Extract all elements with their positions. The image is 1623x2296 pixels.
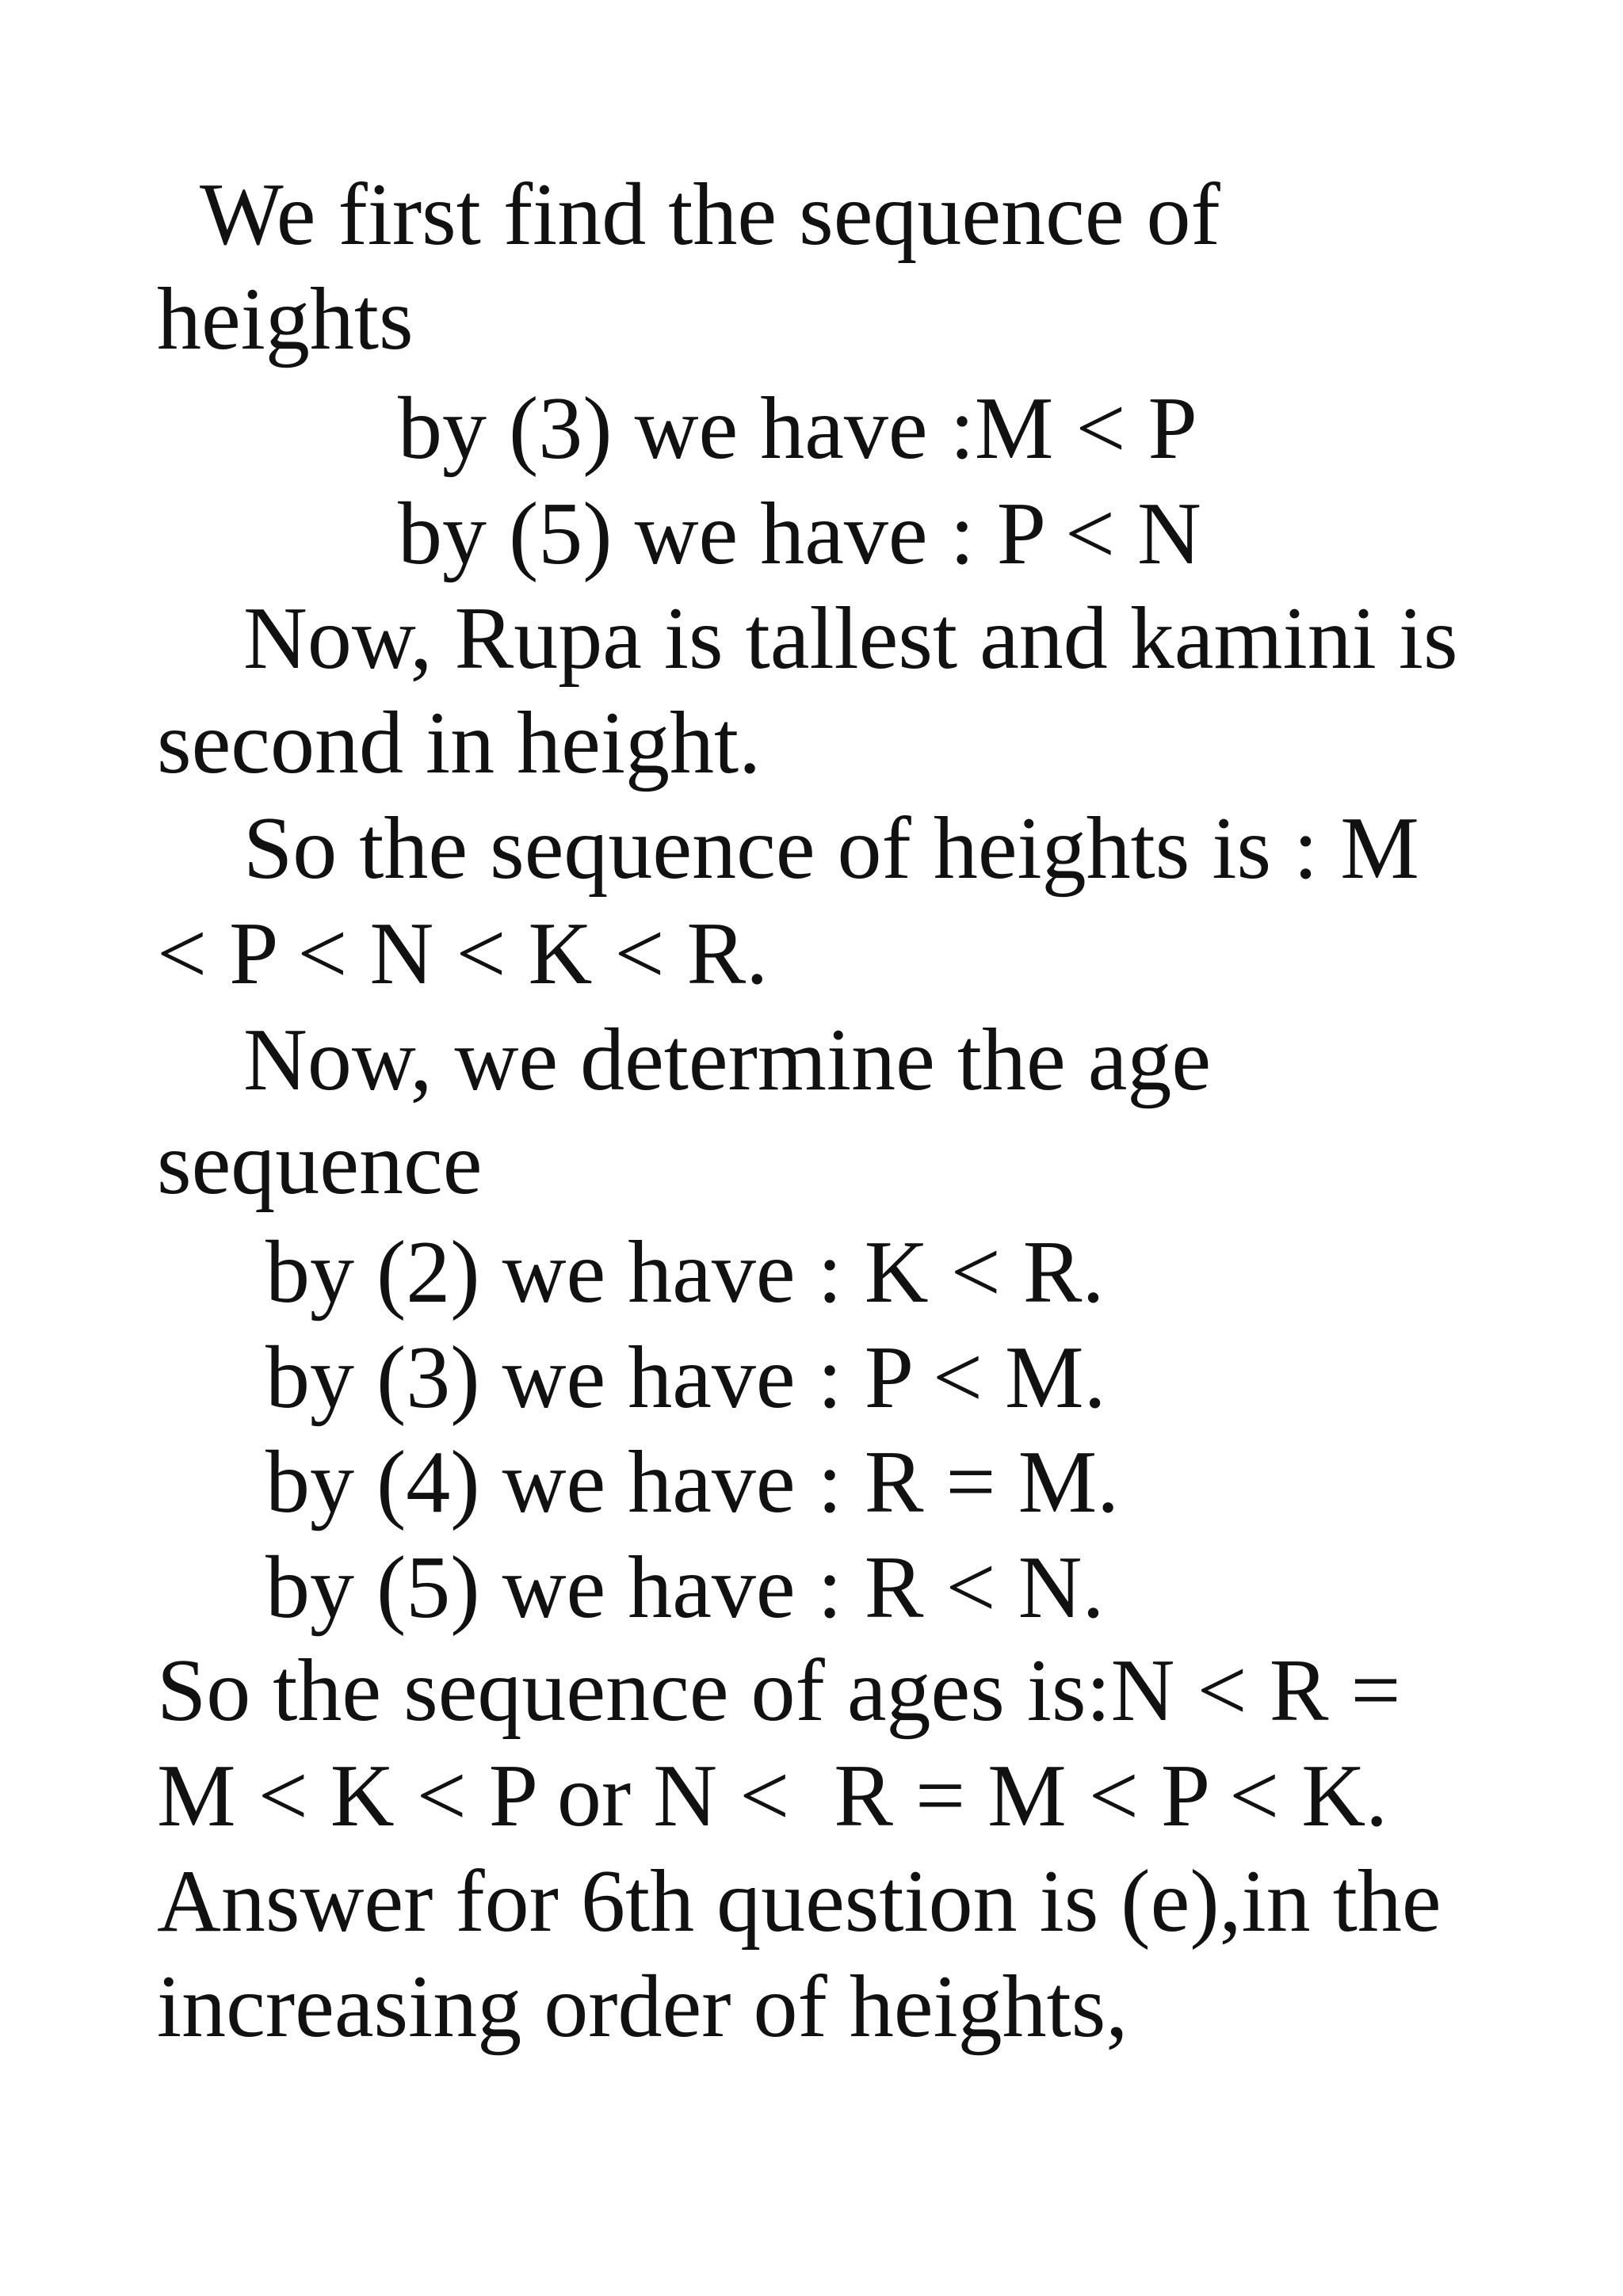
text-line: by (3) we have :M < P	[398, 379, 1197, 478]
text-line: by (3) we have : P < M.	[265, 1329, 1106, 1427]
text-line: We first find the sequence of	[200, 166, 1220, 264]
text-line: So the sequence of ages is:N < R =	[157, 1642, 1401, 1740]
text-line: Now, Rupa is tallest and kamini is	[243, 589, 1458, 688]
text-line: by (4) we have : R = M.	[265, 1433, 1120, 1531]
text-line: by (2) we have : K < R.	[265, 1223, 1105, 1322]
text-line: increasing order of heights,	[157, 1958, 1128, 2056]
text-line: So the sequence of heights is : M	[243, 799, 1419, 898]
text-line: second in height.	[157, 694, 762, 792]
text-line: Now, we determine the age	[243, 1011, 1212, 1109]
text-line: by (5) we have : P < N	[398, 485, 1201, 583]
text-line: Answer for 6th question is (e),in the	[157, 1852, 1442, 1951]
text-line: < P < N < K < R.	[157, 905, 769, 1003]
text-line: M < K < P or N < R = M < P < K.	[157, 1747, 1388, 1845]
text-line: heights	[157, 270, 414, 368]
text-line: sequence	[157, 1115, 483, 1213]
text-line: by (5) we have : R < N.	[265, 1539, 1105, 1637]
